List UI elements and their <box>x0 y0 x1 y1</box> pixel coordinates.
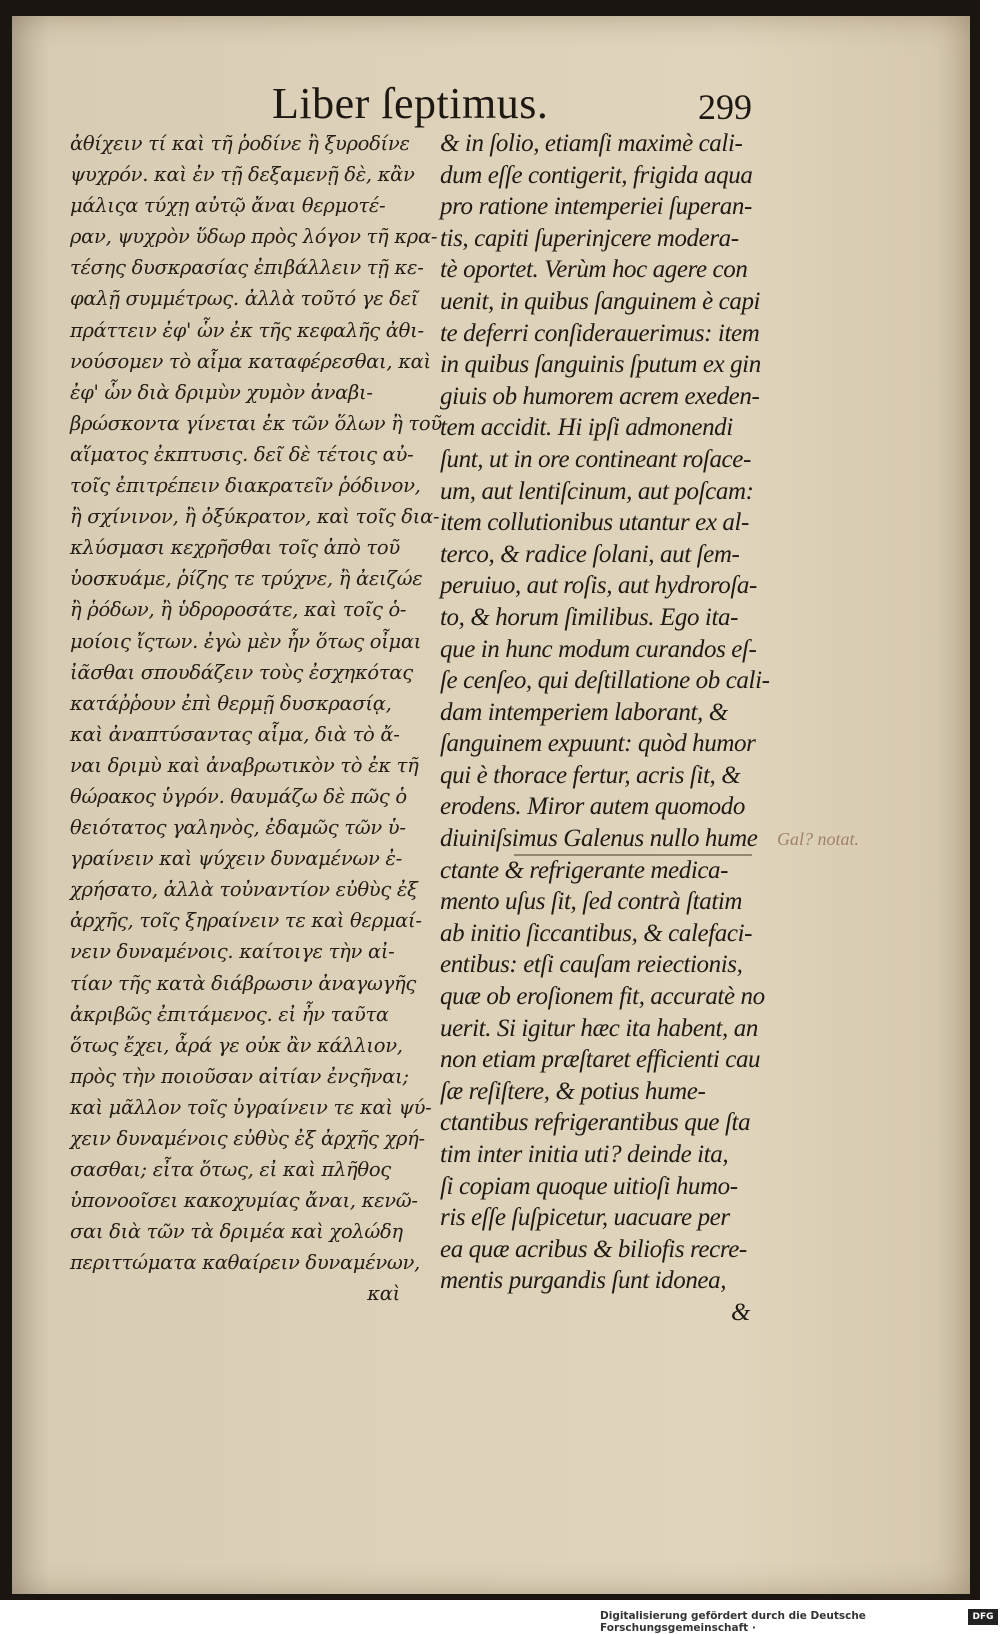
latin-text-line: ſe cenſeo, qui deſtillatione ob cali- <box>440 667 770 695</box>
greek-text-line: ἀθίχειν τί καὶ τῆ ῥοδίνε ἢ ξυροδίνε <box>70 132 410 155</box>
latin-text-line: & in ſolio, etiamſi maximè cali- <box>440 130 743 157</box>
latin-text-line: ſæ reſiſtere, & potius hume- <box>440 1077 706 1105</box>
greek-text-line: θειότατος γαληνὸς, ἐδαμῶς τῶν ὑ- <box>70 816 406 840</box>
page-number: 299 <box>698 87 752 127</box>
latin-text-line: peruiuo, aut roſis, aut hydroroſa- <box>440 572 757 600</box>
greek-text-line: αἵματος ἐκπτυσις. δεῖ δὲ τέτοις αὐ- <box>70 442 414 466</box>
latin-text-line: & <box>730 1298 750 1326</box>
latin-text-line: item collutionibus utantur ex al- <box>440 509 749 537</box>
latin-text-line: ris eſſe ſuſpicetur, uacuare per <box>440 1204 730 1232</box>
latin-text-line: mentis purgandis ſunt idonea, <box>440 1267 727 1295</box>
latin-text-line: um, aut lentiſcinum, aut poſcam: <box>440 477 754 505</box>
greek-text-line: κατάῤῥουν ἐπὶ θερμῇ δυσκρασίᾳ, <box>70 691 392 715</box>
greek-text-line: πράττειν ἐφ' ὧν ἐκ τῆς κεφαλῆς ἀθι- <box>70 318 424 342</box>
greek-text-line: φαλῇ συμμέτρως. ἀλλὰ τοῦτό γε δεῖ <box>70 287 419 311</box>
greek-text-line: καὶ ἀναπτύσαντας αἷμα, διὰ τὸ ἄ- <box>70 722 400 746</box>
greek-text-line: κλύσμασι κεχρῆσθαι τοῖς ἀπὸ τοῦ <box>70 536 400 560</box>
greek-text-line: χειν δυναμένοις εὐθὺς ἐξ ἀρχῆς χρή- <box>70 1127 425 1150</box>
dfg-logo-icon: DFG <box>968 1609 998 1625</box>
latin-text-line: ab initio ſiccantibus, & calefaci- <box>440 919 753 947</box>
latin-text-line: dum eſſe contigerit, frigida aqua <box>440 161 753 189</box>
greek-text-line: καὶ μᾶλλον τοῖς ὑγραίνειν τε καὶ ψύ- <box>70 1095 432 1119</box>
footer-credit: Digitalisierung gefördert durch die Deutsche Forschungsgemeinschaft · <box>600 1610 866 1634</box>
latin-text-line: ſi copiam quoque uitioſi humo- <box>440 1172 738 1200</box>
greek-text-line: ἀρχῆς, τοῖς ξηραίνειν τε καὶ θερμαί- <box>70 909 422 933</box>
latin-text-line: tem accidit. Hi ipſi admonendi <box>440 414 733 442</box>
latin-text-line: que in hunc modum curandos eſ- <box>440 635 757 663</box>
greek-text-line: περιττώματα καθαίρειν δυναμένων, <box>70 1251 420 1275</box>
greek-text-line: μοίοις ἴςτων. ἐγὼ μὲν ἦν ὅτως οἶμαι <box>70 629 422 653</box>
greek-text-line: ἢ σχίνινον, ἢ ὀξύκρατον, καὶ τοῖς δια- <box>70 505 440 529</box>
greek-text-line: πρὸς τὴν ποιοῦσαν αἰτίαν ἐνςῆναι; <box>70 1064 409 1088</box>
greek-text-line: σασθαι; εἶτα ὅτως, εἰ καὶ πλῆθος <box>70 1158 391 1182</box>
latin-text-line: pro ratione intemperiei ſuperan- <box>440 193 752 221</box>
greek-text-line: βρώσκοντα γίνεται ἐκ τῶν ὅλων ἢ τοῦ <box>70 411 442 435</box>
greek-text-line: ἀκριβῶς ἐπιτάμενος. εἰ ἦν ταῦτα <box>70 1002 389 1026</box>
latin-text-line: quæ ob eroſionem fit, accuratè no <box>440 983 765 1011</box>
latin-text-column <box>440 128 770 1329</box>
latin-text-line: ſunt, ut in ore contineant roſace- <box>440 445 751 473</box>
latin-text-line: qui è thorace fertur, acris ſit, & <box>440 761 741 789</box>
book-page <box>12 16 970 1594</box>
latin-text-line: non etiam præſtaret efficienti cau <box>440 1046 761 1074</box>
greek-text-line: ψυχρόν. καὶ ἐν τῇ δεξαμενῇ δὲ, κἂν <box>70 163 415 187</box>
latin-text-line: to, & horum ſimilibus. Ego ita- <box>440 603 739 631</box>
greek-text-line: ἰᾶσθαι σπουδάζειν τοὺς ἐσχηκότας <box>70 660 413 684</box>
latin-text-line: tè oportet. Verùm hoc agere con <box>440 256 748 284</box>
greek-text-line: γραίνειν καὶ ψύχειν δυναμένων ἐ- <box>70 847 402 871</box>
latin-text-line: terco, & radice ſolani, aut ſem- <box>440 540 740 568</box>
greek-text-line: τοῖς ἐπιτρέπειν διακρατεῖν ῥόδινον, <box>70 474 421 498</box>
latin-text-line: ſanguinem expuunt: quòd humor <box>440 730 756 758</box>
greek-text-line: θώρακος ὑγρόν. θαυμάζω δὲ πῶς ὁ <box>70 784 407 808</box>
greek-text-line: τέσης δυσκρασίας ἐπιβάλλειν τῇ κε- <box>70 256 424 280</box>
greek-text-line: ναι δριμὺ καὶ ἀναβρωτικὸν τὸ ἐκ τῆ <box>70 753 419 777</box>
latin-text-line: erodens. Miror autem quomodo <box>440 793 745 821</box>
greek-text-line: σαι διὰ τῶν τὰ δριμέα καὶ χολώδη <box>70 1220 403 1244</box>
greek-text-line: νούσομεν τὸ αἷμα καταφέρεσθαι, καὶ <box>70 349 431 373</box>
latin-text-line: te deferri conſiderauerimus: item <box>440 319 760 347</box>
latin-text-line: uerit. Si igitur hæc ita habent, an <box>440 1014 758 1042</box>
greek-text-line: μάλιςα τύχῃ αὐτῷ ἄναι θερμοτέ- <box>70 194 386 218</box>
greek-text-line: ὑοσκυάμε, ῥίζης τε τρύχνε, ἢ ἀειζώε <box>70 567 423 591</box>
greek-text-line: ραν, ψυχρὸν ὕδωρ πρὸς λόγον τῆ κρα- <box>70 225 438 249</box>
digitization-footer <box>600 1608 1000 1634</box>
latin-text-line: ea quæ acribus & biliofis recre- <box>440 1235 747 1263</box>
annotation-underline <box>514 854 752 856</box>
greek-text-line: ὑπονοοῖσει κακοχυμίας ἄναι, κενῶ- <box>70 1189 418 1213</box>
latin-text-line: ctante & refrigerante medica- <box>440 856 729 884</box>
latin-text-line: entibus: etſi cauſam reiectionis, <box>440 951 743 979</box>
greek-text-line: ἐφ' ὧν διὰ δριμὺν χυμὸν ἀναβι- <box>70 380 373 404</box>
greek-text-line: ὅτως ἔχει, ἆρά γε οὐκ ἂν κάλλιον, <box>70 1033 403 1057</box>
latin-text-line: mento uſus ſit, ſed contrà ſtatim <box>440 888 743 916</box>
latin-text-line: in quibus ſanguinis ſputum ex gin <box>440 351 761 379</box>
latin-text-line: giuis ob humorem acrem exeden- <box>440 382 760 410</box>
latin-text-line: tis, capiti ſuperinjcere modera- <box>440 224 739 252</box>
greek-text-line: ἢ ῥόδων, ἢ ὑδροροσάτε, καὶ τοῖς ὁ- <box>70 598 407 622</box>
latin-text-line: tim inter initia uti? deinde ita, <box>440 1141 729 1168</box>
greek-text-line: καὶ <box>367 1282 400 1306</box>
running-title: Liber ſeptimus. <box>272 79 549 128</box>
latin-text-line: dam intemperiem laborant, & <box>440 698 728 726</box>
greek-text-line: τίαν τῆς κατὰ διάβρωσιν ἀναγωγῆς <box>70 971 416 995</box>
latin-text-line: ctantibus refrigerantibus que ſta <box>440 1109 751 1137</box>
latin-text-line: uenit, in quibus ſanguinem è capi <box>440 287 761 315</box>
greek-text-line: χρήσατο, ἀλλὰ τοὐναντίον εὐθὺς ἐξ <box>70 878 418 902</box>
greek-text-column <box>70 128 442 1310</box>
margin-annotation: Gal? notat. <box>777 829 860 849</box>
greek-text-line: νειν δυναμένοις. καίτοιγε τὴν αἰ- <box>70 940 395 964</box>
latin-text-line: diuiniſsimus Galenus nullo hume <box>440 825 758 853</box>
